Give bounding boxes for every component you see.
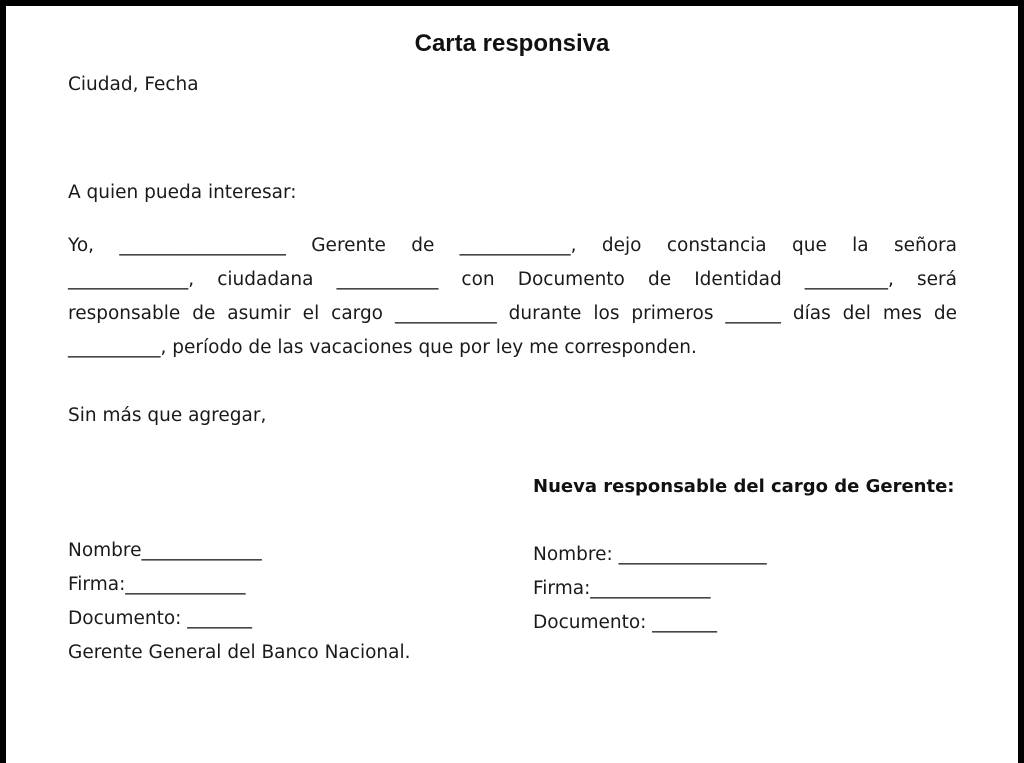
document-title: Carta responsiva bbox=[414, 30, 610, 57]
left-signer-role: Gerente General del Banco Nacional. bbox=[68, 642, 411, 663]
left-document-field: Documento: _______ bbox=[68, 608, 253, 629]
right-signature-heading: Nueva responsable del cargo de Gerente: bbox=[533, 476, 955, 497]
closing: Sin más que agregar, bbox=[68, 405, 267, 426]
right-signature-field: Firma:_____________ bbox=[533, 578, 711, 599]
body-line: __________, período de las vacaciones que por ley me corresponden. bbox=[68, 337, 697, 358]
body-paragraph bbox=[68, 229, 957, 365]
right-name-field: Nombre: ________________ bbox=[533, 544, 767, 565]
place-date: Ciudad, Fecha bbox=[68, 74, 199, 95]
salutation: A quien pueda interesar: bbox=[68, 182, 297, 203]
right-document-field: Documento: _______ bbox=[533, 612, 718, 633]
body-line: responsable de asumir el cargo ___________ durante los primeros ______ días del mes de bbox=[68, 303, 957, 324]
left-name-field: Nombre_____________ bbox=[68, 540, 262, 561]
body-line: Yo, __________________ Gerente de ____________, dejo constancia que la señora bbox=[68, 235, 957, 256]
left-signature-field: Firma:_____________ bbox=[68, 574, 246, 595]
body-line: _____________, ciudadana ___________ con Documento de Identidad _________, será bbox=[68, 269, 957, 290]
